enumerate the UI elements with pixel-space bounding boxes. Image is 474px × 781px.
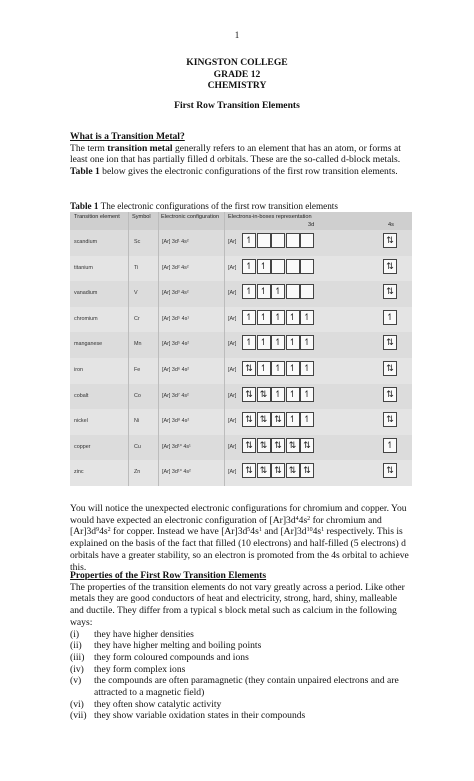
table-row xyxy=(70,230,412,256)
table-row xyxy=(70,307,412,333)
element-name: copper xyxy=(74,443,91,450)
orbital-box-3d: ↿ xyxy=(257,284,271,299)
orbital-box-4s: ⇅ xyxy=(383,412,397,427)
section-what-is-transition-metal xyxy=(70,131,410,178)
orbital-box-3d xyxy=(300,259,314,274)
argon-core-label: [Ar] xyxy=(228,443,237,450)
header-electronic-configuration: Electronic configuration xyxy=(161,214,220,220)
header-4s: 4s xyxy=(388,222,394,228)
electronic-configuration: [Ar] 3d⁶ 4s² xyxy=(162,367,190,373)
electronic-configuration: [Ar] 3d³ 4s² xyxy=(162,290,189,297)
orbital-box-3d: ⇅ xyxy=(286,438,300,453)
orbital-box-3d: ⇅ xyxy=(300,463,314,478)
list-item-number: (iv) xyxy=(70,663,84,675)
element-symbol: Fe xyxy=(134,367,141,373)
orbital-box-4s: ↿ xyxy=(383,438,397,453)
orbital-box-3d: ⇅ xyxy=(257,412,271,427)
list-item-text: they have higher densities xyxy=(94,628,194,640)
orbital-box-3d: ↿ xyxy=(300,412,314,427)
table-caption: Table 1 The electronic configurations of the first row transition elements xyxy=(70,201,338,211)
element-symbol: Zn xyxy=(134,469,141,476)
argon-core-label: [Ar] xyxy=(228,469,237,476)
document-title: First Row Transition Elements xyxy=(174,100,300,111)
orbital-box-3d: ↿ xyxy=(271,310,285,325)
argon-core-label: [Ar] xyxy=(228,418,237,425)
paragraph-anomalies xyxy=(70,503,410,573)
orbital-box-3d xyxy=(300,284,314,299)
section-properties xyxy=(70,570,410,722)
orbital-box-3d: ↿ xyxy=(242,284,256,299)
electronic-configuration: [Ar] 3d⁵ 4s¹ xyxy=(162,315,190,322)
orbital-box-3d xyxy=(271,233,285,248)
list-item-text: they often show catalytic activity xyxy=(94,698,222,710)
element-name: titanium xyxy=(74,264,93,271)
orbital-box-3d: ↿ xyxy=(286,361,300,376)
header-symbol: Symbol xyxy=(132,214,151,220)
element-name: manganese xyxy=(74,341,103,348)
orbital-box-3d: ↿ xyxy=(300,361,314,376)
section-heading: Properties of the First Row Transition Elements xyxy=(70,570,267,581)
table-row xyxy=(70,460,412,486)
list-item xyxy=(70,652,410,664)
table-row xyxy=(70,358,412,384)
orbital-box-3d xyxy=(300,233,314,248)
electronic-configuration: [Ar] 3d⁸ 4s² xyxy=(162,418,190,425)
column-divider xyxy=(158,212,159,486)
orbital-box-3d: ↿ xyxy=(271,361,285,376)
element-symbol: V xyxy=(134,290,138,297)
argon-core-label: [Ar] xyxy=(228,264,237,271)
orbital-box-3d: ↿ xyxy=(257,259,271,274)
orbital-box-4s: ⇅ xyxy=(383,284,397,299)
orbital-box-3d: ⇅ xyxy=(257,463,271,478)
orbital-box-3d: ↿ xyxy=(271,335,285,350)
argon-core-label: [Ar] xyxy=(228,392,237,399)
electronic-configuration: [Ar] 3d¹⁰ 4s¹ xyxy=(162,443,191,450)
table-row xyxy=(70,384,412,410)
orbital-box-3d: ⇅ xyxy=(271,412,285,427)
orbital-box-3d: ⇅ xyxy=(242,387,256,402)
orbital-box-3d: ⇅ xyxy=(271,463,285,478)
orbital-box-3d xyxy=(286,233,300,248)
table-header-row xyxy=(70,212,412,230)
orbital-box-3d: ⇅ xyxy=(242,361,256,376)
orbital-box-4s: ⇅ xyxy=(383,259,397,274)
electronic-configuration: [Ar] 3d² 4s² xyxy=(162,264,189,271)
list-item-text: the compounds are often paramagnetic (they contain unpaired electrons and are attracted to a magnetic field) xyxy=(94,675,399,699)
orbital-box-3d: ↿ xyxy=(257,310,271,325)
list-item xyxy=(70,640,410,652)
orbital-box-3d: ↿ xyxy=(257,361,271,376)
header-grade: GRADE 12 xyxy=(213,68,261,80)
orbital-box-3d: ↿ xyxy=(242,310,256,325)
anomaly-paragraph: You will notice the unexpected electronic configurations for chromium and copper. You would have expected an electronic configuration of $[Ar]3d^44s^2$ for chromium and $[Ar]3d^94s^2$ for copper. Instead we have $[Ar]3d^54s^1$ and $[Ar]3d^{10}4s^1$ respectively. This is explained on the basis of the fact that filled (10 electrons) and half-filled (5 electrons) d orbitals have a greater stability, so an electron is promoted from the 4s orbital to achieve this. xyxy=(70,503,409,573)
list-item-text: they form coloured compounds and ions xyxy=(94,651,249,663)
section-paragraph: The term transition metal generally refers to an element that has an atom, or forms at least one ion that has partially filled d orbitals. These are the so-called d-block metals. Table 1 below gives the electronic configurations of the first row transition elements. xyxy=(70,142,401,178)
orbital-box-3d: ↿ xyxy=(300,387,314,402)
orbital-box-3d xyxy=(271,259,285,274)
table-row xyxy=(70,256,412,282)
column-divider xyxy=(128,212,129,486)
element-symbol: Mn xyxy=(134,341,142,348)
element-name: chromium xyxy=(74,315,98,322)
list-item-number: (vi) xyxy=(70,698,84,710)
properties-intro: The properties of the transition elements do not vary greatly across a period. Like other metals they are good conductors of heat and electricity, strong, hard, shiny, malleable and ductile. They differ from a typical s block metal such as calcium in the following ways: xyxy=(70,581,405,628)
list-item-number: (vii) xyxy=(70,710,87,722)
element-symbol: Ti xyxy=(134,264,139,271)
argon-core-label: [Ar] xyxy=(228,341,237,348)
element-name: scandium xyxy=(74,239,98,245)
element-name: vanadium xyxy=(74,290,98,297)
orbital-box-3d: ⇅ xyxy=(242,463,256,478)
list-item-number: (ii) xyxy=(70,640,82,652)
term-transition-metal: transition metal xyxy=(107,142,173,154)
element-symbol: Co xyxy=(134,392,141,399)
argon-core-label: [Ar] xyxy=(228,315,237,322)
orbital-box-3d: ↿ xyxy=(286,335,300,350)
electronic-configuration: [Ar] 3d⁵ 4s² xyxy=(162,341,190,348)
document-header xyxy=(0,57,474,92)
electronic-configuration: [Ar] 3d⁷ 4s² xyxy=(162,392,189,399)
header-3d: 3d xyxy=(308,222,315,228)
orbital-box-3d xyxy=(286,259,300,274)
element-symbol: Cu xyxy=(134,443,141,450)
orbital-box-3d: ↿ xyxy=(242,233,256,248)
header-college: KINGSTON COLLEGE xyxy=(186,57,288,68)
table-reference: Table 1 xyxy=(70,166,100,178)
orbital-box-3d: ↿ xyxy=(271,387,285,402)
argon-core-label: [Ar] xyxy=(228,367,237,373)
list-item xyxy=(70,699,410,711)
orbital-box-3d: ↿ xyxy=(257,335,271,350)
orbital-box-4s: ⇅ xyxy=(383,361,397,376)
orbital-box-3d: ↿ xyxy=(300,335,314,350)
orbital-box-3d: ⇅ xyxy=(300,438,314,453)
list-item-text: they have higher melting and boiling points xyxy=(94,640,262,652)
orbital-box-3d: ↿ xyxy=(242,259,256,274)
orbital-box-3d: ⇅ xyxy=(257,387,271,402)
orbital-box-3d: ↿ xyxy=(300,310,314,325)
list-item-number: (v) xyxy=(70,675,82,687)
list-item-text: they show variable oxidation states in their compounds xyxy=(94,710,306,722)
element-symbol: Ni xyxy=(134,418,140,425)
properties-list xyxy=(70,629,410,723)
orbital-box-3d xyxy=(286,284,300,299)
table-row xyxy=(70,281,412,307)
section-heading: What is a Transition Metal? xyxy=(70,131,185,142)
list-item xyxy=(70,710,410,722)
orbital-box-4s: ⇅ xyxy=(383,463,397,478)
list-item-number: (i) xyxy=(70,628,80,640)
electronic-configuration: [Ar] 3d¹ 4s² xyxy=(162,239,189,245)
list-item xyxy=(70,675,410,698)
element-name: nickel xyxy=(74,418,88,425)
orbital-box-4s: ⇅ xyxy=(383,335,397,350)
header-transition-element: Transition element xyxy=(74,214,120,220)
element-name: zinc xyxy=(74,469,84,476)
table-row xyxy=(70,409,412,435)
orbital-box-4s: ⇅ xyxy=(383,233,397,248)
argon-core-label: [Ar] xyxy=(228,239,237,245)
electron-configuration-table xyxy=(70,212,412,486)
orbital-box-3d: ⇅ xyxy=(257,438,271,453)
orbital-box-3d: ⇅ xyxy=(242,412,256,427)
orbital-box-4s: ↿ xyxy=(383,310,397,325)
orbital-box-3d: ↿ xyxy=(242,335,256,350)
orbital-box-3d: ⇅ xyxy=(286,463,300,478)
element-name: iron xyxy=(74,367,83,373)
element-name: cobalt xyxy=(74,392,89,399)
table-row xyxy=(70,435,412,461)
electronic-configuration: [Ar] 3d¹⁰ 4s² xyxy=(162,469,191,476)
page-number: 1 xyxy=(234,30,240,40)
orbital-box-3d: ⇅ xyxy=(242,438,256,453)
orbital-box-3d: ↿ xyxy=(271,284,285,299)
orbital-box-3d: ↿ xyxy=(286,387,300,402)
orbital-box-3d xyxy=(257,233,271,248)
orbital-box-4s: ⇅ xyxy=(383,387,397,402)
element-symbol: Cr xyxy=(134,315,140,322)
element-symbol: Sc xyxy=(134,239,141,245)
header-subject: CHEMISTRY xyxy=(207,80,267,91)
table-row xyxy=(70,332,412,358)
list-item xyxy=(70,664,410,676)
header-electrons-in-boxes: Electrons-in-boxes representation xyxy=(228,214,312,220)
list-item xyxy=(70,629,410,641)
argon-core-label: [Ar] xyxy=(228,290,237,297)
orbital-box-3d: ↿ xyxy=(286,412,300,427)
list-item-text: they form complex ions xyxy=(94,663,186,675)
list-item-number: (iii) xyxy=(70,651,85,663)
orbital-box-3d: ↿ xyxy=(286,310,300,325)
column-divider xyxy=(224,212,225,486)
orbital-box-3d: ⇅ xyxy=(271,438,285,453)
